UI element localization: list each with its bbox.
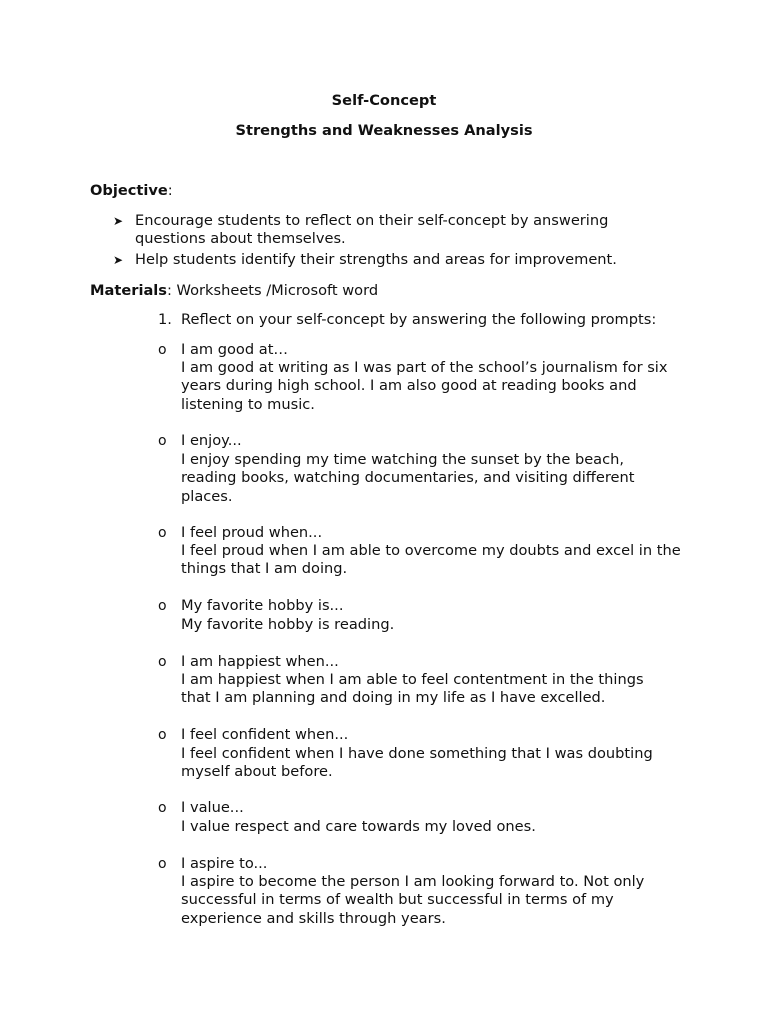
objective-label: Objective xyxy=(90,182,168,199)
prompt-answer: I feel confident when I have done something that I was doubting myself about before. xyxy=(181,745,653,781)
prompt-label: I feel confident when... xyxy=(181,726,349,743)
prompt-label: I value... xyxy=(181,799,244,816)
prompt-answer: My favorite hobby is reading. xyxy=(181,616,395,633)
materials-label: Materials xyxy=(90,282,167,299)
o-bullet-icon: o xyxy=(158,856,167,872)
step-number: 1. xyxy=(158,311,172,328)
document-subtitle: Strengths and Weaknesses Analysis xyxy=(235,122,533,139)
step-text: Reflect on your self-concept by answering the following prompts: xyxy=(181,311,657,328)
o-bullet-icon: o xyxy=(158,433,167,449)
prompt-label: I aspire to... xyxy=(181,855,268,872)
prompt-label: I feel proud when... xyxy=(181,524,323,541)
o-bullet-icon: o xyxy=(158,525,167,541)
arrow-bullet-icon: ➤ xyxy=(113,214,124,228)
prompt-label: I enjoy... xyxy=(181,432,242,449)
prompt-answer: I aspire to become the person I am looking forward to. Not only successful in terms of wealth but successful in terms of my experience and skills through years. xyxy=(181,873,645,927)
document-title: Self-Concept xyxy=(331,92,437,109)
objective-bullet-1: Encourage students to reflect on their self-concept by answering questions about themselves. xyxy=(135,212,609,248)
materials-line xyxy=(90,282,378,299)
prompt-label: I am good at… xyxy=(181,341,289,358)
arrow-bullet-icon: ➤ xyxy=(113,253,124,267)
o-bullet-icon: o xyxy=(158,342,167,358)
prompt-answer: I feel proud when I am able to overcome my doubts and excel in the things that I am doing. xyxy=(181,542,681,578)
materials-text: : Worksheets /Microsoft word xyxy=(166,282,379,299)
prompt-answer: I am happiest when I am able to feel contentment in the things that I am planning and doing in my life as I have excelled. xyxy=(181,671,644,707)
o-bullet-icon: o xyxy=(158,654,167,670)
prompt-label: I am happiest when... xyxy=(181,653,339,670)
prompt-answer: I value respect and care towards my loved ones. xyxy=(181,818,536,835)
o-bullet-icon: o xyxy=(158,598,167,614)
o-bullet-icon: o xyxy=(158,800,167,816)
prompt-label: My favorite hobby is... xyxy=(181,597,344,614)
prompt-answer: I am good at writing as I was part of the school’s journalism for six years during high school. I am also good at reading books and listening to music. xyxy=(181,359,668,413)
objective-heading xyxy=(90,182,173,199)
o-bullet-icon: o xyxy=(158,727,167,743)
objective-colon: : xyxy=(167,182,173,199)
prompt-answer: I enjoy spending my time watching the sunset by the beach, reading books, watching documentaries, and visiting different places. xyxy=(181,451,635,505)
objective-bullet-2: Help students identify their strengths and areas for improvement. xyxy=(135,251,617,268)
